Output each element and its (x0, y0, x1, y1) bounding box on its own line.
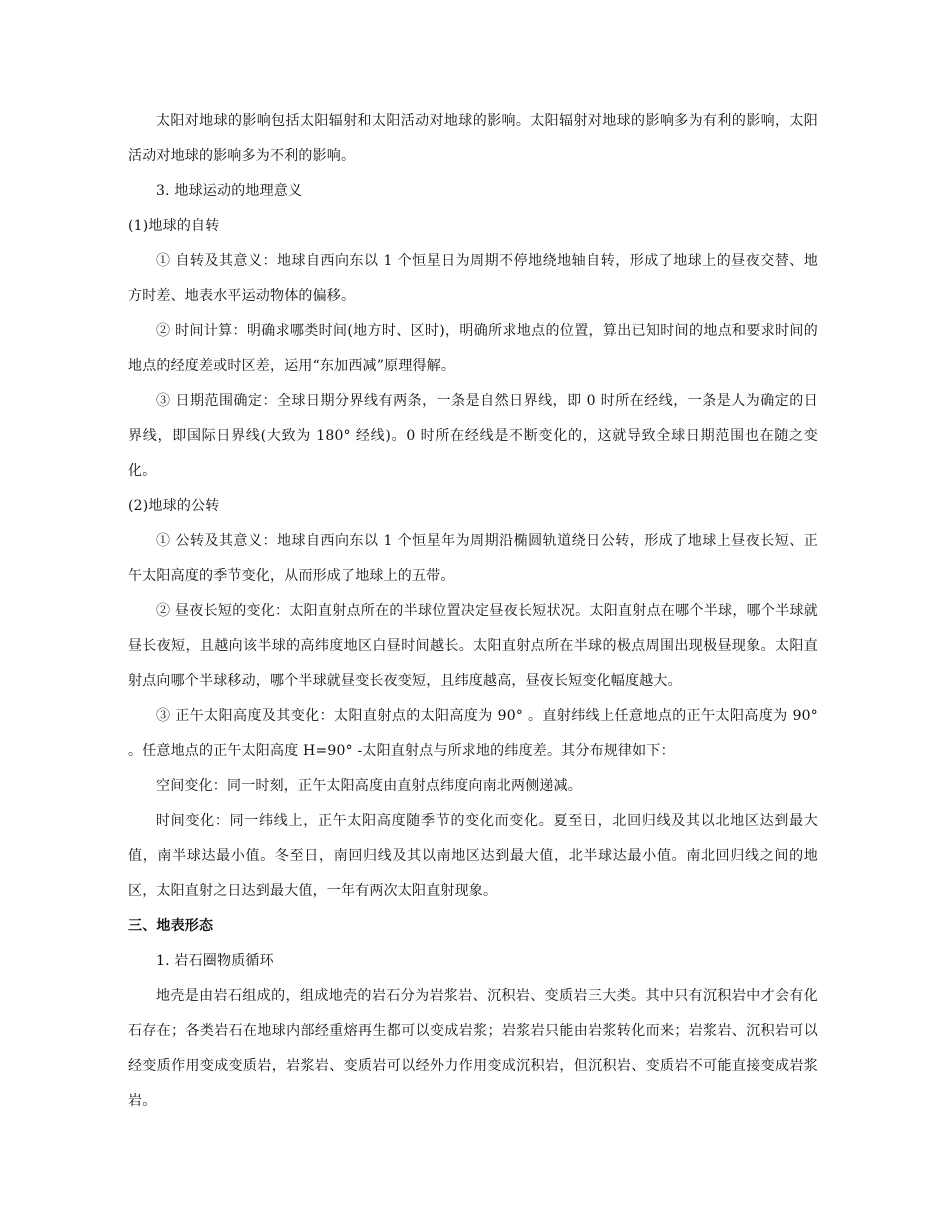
subheading-revolution: (2)地球的公转 (128, 498, 220, 514)
paragraph-solar-influence: 太阳对地球的影响包括太阳辐射和太阳活动对地球的影响。太阳辐射对地球的影响多为有利的影响，太阳活动对地球的影响多为不利的影响。 (128, 113, 818, 164)
subheading-rotation: (1)地球的自转 (128, 218, 220, 234)
paragraph-date-range: ③ 日期范围确定：全球日期分界线有两条，一条是自然日界线，即 0 时所在经线，一条是人为确定的日界线，即国际日界线(大致为 180° 经线)。0 时所在经线是不断变化的，这就导致全球日期范围也在随之变化。 (128, 393, 818, 479)
paragraph-time-calculation: ② 时间计算：明确求哪类时间(地方时、区时)，明确所求地点的位置，算出已知时间的地点和要求时间的地点的经度差或时区差，运用“东加西减”原理得解。 (128, 323, 818, 374)
paragraph-temporal-change: 时间变化：同一纬线上，正午太阳高度随季节的变化而变化。夏至日，北回归线及其以北地区达到最大值，南半球达最小值。冬至日，南回归线及其以南地区达到最大值，北半球达最小值。南北回归线之间的地区，太阳直射之日达到最大值，一年有两次太阳直射现象。 (128, 813, 818, 899)
paragraph-rotation-meaning: ① 自转及其意义：地球自西向东以 1 个恒星日为周期不停地绕地轴自转，形成了地球上的昼夜交替、地方时差、地表水平运动物体的偏移。 (128, 253, 818, 304)
paragraph-rock-cycle: 地壳是由岩石组成的，组成地壳的岩石分为岩浆岩、沉积岩、变质岩三大类。其中只有沉积岩中才会有化石存在；各类岩石在地球内部经重熔再生都可以变成岩浆；岩浆岩只能由岩浆转化而来；岩浆岩、沉积岩可以经变质作用变成变质岩，岩浆岩、变质岩可以经外力作用变成沉积岩，但沉积岩、变质岩不可能直接变成岩浆岩。 (128, 988, 818, 1109)
section-heading-landforms: 三、地表形态 (128, 918, 214, 934)
paragraph-revolution-meaning: ① 公转及其意义：地球自西向东以 1 个恒星年为周期沿椭圆轨道绕日公转，形成了地球上昼夜长短、正午太阳高度的季节变化，从而形成了地球上的五带。 (128, 533, 818, 584)
paragraph-day-length: ② 昼夜长短的变化：太阳直射点所在的半球位置决定昼夜长短状况。太阳直射点在哪个半球，哪个半球就昼长夜短，且越向该半球的高纬度地区白昼时间越长。太阳直射点所在半球的极点周围出现极昼现象。太阳直射点向哪个半球移动，哪个半球就昼变长夜变短，且纬度越高，昼夜长短变化幅度越大。 (128, 603, 818, 689)
paragraph-spatial-change: 空间变化：同一时刻，正午太阳高度由直射点纬度向南北两侧递减。 (156, 778, 582, 794)
heading-rock-cycle: 1. 岩石圈物质循环 (156, 953, 274, 969)
heading-earth-motion: 3. 地球运动的地理意义 (156, 183, 303, 199)
document-body (128, 104, 818, 1119)
paragraph-noon-sun-altitude: ③ 正午太阳高度及其变化：太阳直射点的太阳高度为 90° 。直射纬线上任意地点的正午太阳高度为 90° 。任意地点的正午太阳高度 H=90° -太阳直射点与所求地的纬度差。其分布规律如下： (128, 708, 818, 759)
